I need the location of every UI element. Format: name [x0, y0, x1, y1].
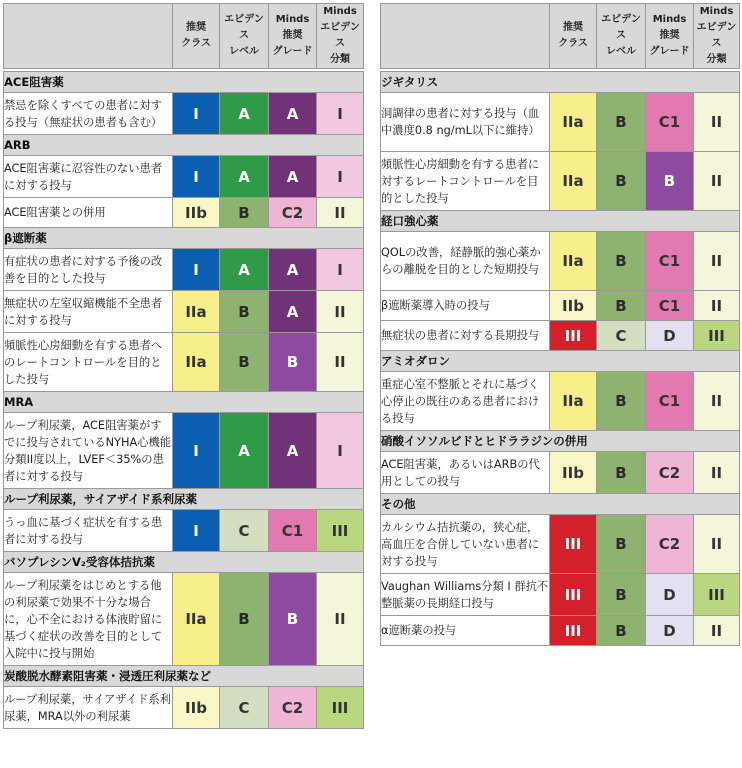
header-recommendation-class: 推奨 クラス	[173, 4, 220, 69]
minds-grade-cell: C1	[646, 372, 694, 431]
recommendation-class-cell: IIa	[173, 333, 220, 392]
minds-grade-cell: C2	[646, 452, 694, 494]
table-row	[381, 93, 740, 152]
row-label: ループ利尿薬をはじめとする他の利尿薬で効果不十分な場合に，心不全における体液貯留に基づく症状の改善を目的として入院中に投与開始	[4, 573, 173, 666]
minds-evidence-class-cell: II	[317, 291, 364, 333]
recommendation-class-cell: I	[173, 249, 220, 291]
table-row	[381, 321, 740, 351]
minds-grade-cell: C2	[646, 515, 694, 574]
section-title: ループ利尿薬，サイアザイド系利尿薬	[4, 489, 364, 510]
recommendation-class-cell: I	[173, 413, 220, 489]
recommendation-class-cell: III	[550, 515, 597, 574]
row-label: 無症状の患者に対する長期投与	[381, 321, 550, 351]
evidence-level-cell: B	[597, 515, 646, 574]
minds-evidence-class-cell: II	[317, 573, 364, 666]
minds-evidence-class-cell: II	[317, 198, 364, 228]
minds-evidence-class-cell: II	[694, 452, 740, 494]
recommendation-class-cell: IIb	[550, 291, 597, 321]
evidence-level-cell: B	[220, 291, 269, 333]
evidence-level-cell: A	[220, 156, 269, 198]
evidence-level-cell: A	[220, 93, 269, 135]
recommendation-class-cell: I	[173, 93, 220, 135]
table-row	[4, 333, 364, 392]
row-label: ACE阻害薬との併用	[4, 198, 173, 228]
minds-grade-cell: B	[269, 333, 317, 392]
header-blank	[4, 4, 173, 69]
row-label: β遮断薬導入時の投与	[381, 291, 550, 321]
section-title: ジギタリス	[381, 72, 740, 93]
minds-grade-cell: C2	[269, 198, 317, 228]
minds-evidence-class-cell: I	[317, 93, 364, 135]
recommendation-class-cell: III	[550, 321, 597, 351]
table-row	[381, 574, 740, 616]
section-title: その他	[381, 494, 740, 515]
row-label: ACE阻害薬，あるいはARBの代用としての投与	[381, 452, 550, 494]
header-minds-evidence-class: Minds エビデンス 分類	[317, 4, 364, 69]
minds-evidence-class-cell: II	[694, 616, 740, 646]
minds-evidence-class-cell: I	[317, 413, 364, 489]
table-row	[381, 452, 740, 494]
section-title: ARB	[4, 135, 364, 156]
row-label: 有症状の患者に対する予後の改善を目的とした投与	[4, 249, 173, 291]
minds-grade-cell: A	[269, 291, 317, 333]
evidence-level-cell: C	[597, 321, 646, 351]
row-label: ループ利尿薬，ACE阻害薬がすでに投与されているNYHA心機能分類II度以上，LVEF＜35%の患者に対する投与	[4, 413, 173, 489]
row-label: 頻脈性心房細動を有する患者に対するレートコントロールを目的とした投与	[381, 152, 550, 211]
minds-evidence-class-cell: II	[694, 152, 740, 211]
row-label: α遮断薬の投与	[381, 616, 550, 646]
section-title: ACE阻害薬	[4, 72, 364, 93]
evidence-level-cell: B	[597, 372, 646, 431]
header-evidence-level: エビデンス レベル	[220, 4, 269, 69]
evidence-level-cell: B	[597, 93, 646, 152]
table-row	[4, 573, 364, 666]
minds-evidence-class-cell: III	[694, 321, 740, 351]
recommendation-table-left	[3, 3, 364, 729]
evidence-level-cell: B	[597, 291, 646, 321]
evidence-level-cell: B	[220, 198, 269, 228]
minds-evidence-class-cell: II	[694, 232, 740, 291]
recommendation-class-cell: IIb	[173, 687, 220, 729]
minds-grade-cell: C2	[269, 687, 317, 729]
header-evidence-level: エビデンス レベル	[597, 4, 646, 69]
section-title: アミオダロン	[381, 351, 740, 372]
evidence-level-cell: A	[220, 413, 269, 489]
recommendation-class-cell: IIa	[550, 372, 597, 431]
recommendation-class-cell: IIa	[550, 93, 597, 152]
minds-evidence-class-cell: II	[694, 515, 740, 574]
table-row	[381, 515, 740, 574]
minds-evidence-class-cell: II	[694, 93, 740, 152]
recommendation-class-cell: III	[550, 574, 597, 616]
section-title: 経口強心薬	[381, 211, 740, 232]
minds-evidence-class-cell: II	[694, 372, 740, 431]
evidence-level-cell: B	[597, 152, 646, 211]
minds-evidence-class-cell: II	[694, 291, 740, 321]
table-row	[4, 198, 364, 228]
row-label: 無症状の左室収縮機能不全患者に対する投与	[4, 291, 173, 333]
table-row	[4, 687, 364, 729]
section-title: β遮断薬	[4, 228, 364, 249]
recommendation-table-right	[380, 3, 740, 646]
minds-evidence-class-cell: III	[317, 687, 364, 729]
header-minds-evidence-class: Minds エビデンス 分類	[694, 4, 740, 69]
minds-grade-cell: C1	[269, 510, 317, 552]
evidence-level-cell: B	[220, 573, 269, 666]
section-title: 硝酸イソソルビドとヒドララジンの併用	[381, 431, 740, 452]
table-row	[381, 152, 740, 211]
row-label: うっ血に基づく症状を有する患者に対する投与	[4, 510, 173, 552]
minds-grade-cell: B	[646, 152, 694, 211]
minds-grade-cell: D	[646, 574, 694, 616]
minds-grade-cell: C1	[646, 291, 694, 321]
section-title: MRA	[4, 392, 364, 413]
header-minds-grade: Minds 推奨 グレード	[646, 4, 694, 69]
table-row	[4, 156, 364, 198]
row-label: 禁忌を除くすべての患者に対する投与（無症状の患者も含む）	[4, 93, 173, 135]
section-title: 炭酸脱水酵素阻害薬・浸透圧利尿薬など	[4, 666, 364, 687]
section-title: バソプレシンV₂受容体拮抗薬	[4, 552, 364, 573]
evidence-level-cell: B	[597, 452, 646, 494]
recommendation-class-cell: I	[173, 510, 220, 552]
minds-evidence-class-cell: III	[694, 574, 740, 616]
evidence-level-cell: B	[597, 232, 646, 291]
minds-evidence-class-cell: I	[317, 156, 364, 198]
evidence-level-cell: B	[597, 616, 646, 646]
minds-grade-cell: C1	[646, 93, 694, 152]
table-row	[381, 291, 740, 321]
evidence-level-cell: B	[220, 333, 269, 392]
table-row	[4, 413, 364, 489]
minds-evidence-class-cell: I	[317, 249, 364, 291]
evidence-level-cell: C	[220, 687, 269, 729]
header-blank	[381, 4, 550, 69]
minds-grade-cell: D	[646, 321, 694, 351]
minds-evidence-class-cell: III	[317, 510, 364, 552]
recommendation-class-cell: IIb	[550, 452, 597, 494]
minds-grade-cell: A	[269, 156, 317, 198]
minds-grade-cell: D	[646, 616, 694, 646]
recommendation-class-cell: I	[173, 156, 220, 198]
recommendation-class-cell: III	[550, 616, 597, 646]
evidence-level-cell: C	[220, 510, 269, 552]
header-recommendation-class: 推奨 クラス	[550, 4, 597, 69]
row-label: 頻脈性心房細動を有する患者へのレートコントロールを目的とした投与	[4, 333, 173, 392]
recommendation-class-cell: IIa	[550, 152, 597, 211]
row-label: ACE阻害薬に忍容性のない患者に対する投与	[4, 156, 173, 198]
table-row	[4, 291, 364, 333]
recommendation-class-cell: IIa	[173, 573, 220, 666]
table-row	[4, 249, 364, 291]
minds-grade-cell: B	[269, 573, 317, 666]
evidence-level-cell: B	[597, 574, 646, 616]
row-label: 重症心室不整脈とそれに基づく心停止の既往のある患者における投与	[381, 372, 550, 431]
minds-grade-cell: C1	[646, 232, 694, 291]
table-row	[381, 232, 740, 291]
minds-grade-cell: A	[269, 93, 317, 135]
recommendation-class-cell: IIb	[173, 198, 220, 228]
row-label: Vaughan Williams分類 I 群抗不整脈薬の長期経口投与	[381, 574, 550, 616]
table-row	[381, 372, 740, 431]
evidence-level-cell: A	[220, 249, 269, 291]
row-label: QOLの改善，経静脈的強心薬からの離脱を目的とした短期投与	[381, 232, 550, 291]
minds-grade-cell: A	[269, 413, 317, 489]
row-label: カルシウム拮抗薬の，狭心症，高血圧を合併していない患者に対する投与	[381, 515, 550, 574]
recommendation-class-cell: IIa	[173, 291, 220, 333]
row-label: 洞調律の患者に対する投与（血中濃度0.8 ng/mL以下に維持）	[381, 93, 550, 152]
table-row	[4, 93, 364, 135]
table-row	[381, 616, 740, 646]
table-row	[4, 510, 364, 552]
minds-grade-cell: A	[269, 249, 317, 291]
row-label: ループ利尿薬，サイアザイド系利尿薬，MRA以外の利尿薬	[4, 687, 173, 729]
header-minds-grade: Minds 推奨 グレード	[269, 4, 317, 69]
minds-evidence-class-cell: II	[317, 333, 364, 392]
recommendation-class-cell: IIa	[550, 232, 597, 291]
